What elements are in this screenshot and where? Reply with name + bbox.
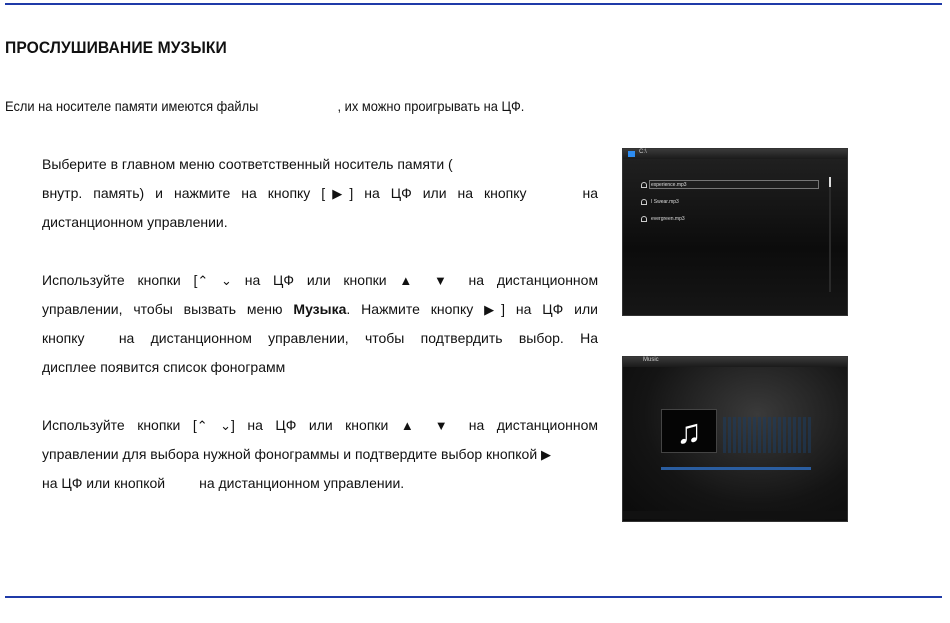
bottom-rule <box>5 596 942 598</box>
intro-text <box>5 98 575 114</box>
p2-line1: Используйте кнопки [⌃ ⌄ на ЦФ или кнопки ▲ ▼ на дистанционном <box>42 272 599 288</box>
file-list-path: C:\ <box>639 149 647 155</box>
music-player-screenshot <box>622 356 848 522</box>
section-heading: ПРОСЛУШИВАНИЕ МУЗЫКИ <box>5 38 227 57</box>
triangle-up-icon: ▲ <box>400 418 423 433</box>
player-title: Music <box>643 357 659 363</box>
down-icon: ⌄ <box>220 418 232 433</box>
headphones-icon <box>641 182 647 188</box>
intro-after: , их можно проигрывать на ЦФ. <box>337 98 525 114</box>
p1-line3: дистанционном управлении. <box>42 214 228 230</box>
headphones-icon <box>641 199 647 205</box>
file-list-screenshot <box>622 148 848 316</box>
triangle-down-icon: ▼ <box>434 418 457 433</box>
equalizer-graphic <box>723 417 813 453</box>
step-select-media <box>42 150 598 237</box>
p2-line4: дисплее появится список фонограмм <box>42 359 286 375</box>
player-titlebar <box>623 357 847 367</box>
p1-line2: внутр. память) и нажмите на кнопку [▶] на ЦФ или на кнопку на <box>42 185 599 201</box>
file-item: experience.mp3 <box>651 180 687 190</box>
up-icon: ⌃ <box>196 418 208 433</box>
down-icon: ⌄ <box>221 273 232 288</box>
file-item: evergreen.mp3 <box>651 214 685 224</box>
play-icon: ▶ <box>325 186 350 201</box>
play-icon: ▶ <box>484 302 502 317</box>
file-list-titlebar <box>623 149 847 159</box>
step-select-track <box>42 411 598 498</box>
p2-line2: управлении, чтобы вызвать меню Музыка. Нажмите кнопку ▶] на ЦФ или <box>42 301 598 317</box>
p2-line3: кнопку на дистанционном управлении, чтобы подтвердить выбор. На <box>42 330 598 346</box>
p3-line3: на ЦФ или кнопкой на дистанционном управлении. <box>42 475 405 491</box>
scrollbar <box>829 177 831 292</box>
top-rule <box>5 3 942 5</box>
folder-icon <box>628 151 635 157</box>
triangle-down-icon: ▼ <box>433 273 456 288</box>
step-open-music-menu <box>42 266 598 382</box>
p3-line2: управлении для выбора нужной фонограммы и подтвердите выбор кнопкой ▶ <box>42 446 552 462</box>
triangle-up-icon: ▲ <box>399 273 422 288</box>
play-icon: ▶ <box>541 447 552 462</box>
p1-line1: Выберите в главном меню соответственный носитель памяти ( <box>42 156 453 172</box>
player-controls <box>623 511 847 519</box>
intro-before: Если на носителе памяти имеются файлы <box>5 98 259 114</box>
up-icon: ⌃ <box>197 273 209 288</box>
music-note-icon: ♫ <box>661 409 717 453</box>
p3-line1: Используйте кнопки [⌃ ⌄] на ЦФ или кнопки ▲ ▼ на дистанционном <box>42 417 599 433</box>
progress-bar <box>661 467 811 470</box>
file-item: I Swear.mp3 <box>651 197 679 207</box>
music-menu-name: Музыка <box>293 301 347 317</box>
headphones-icon <box>641 216 647 222</box>
